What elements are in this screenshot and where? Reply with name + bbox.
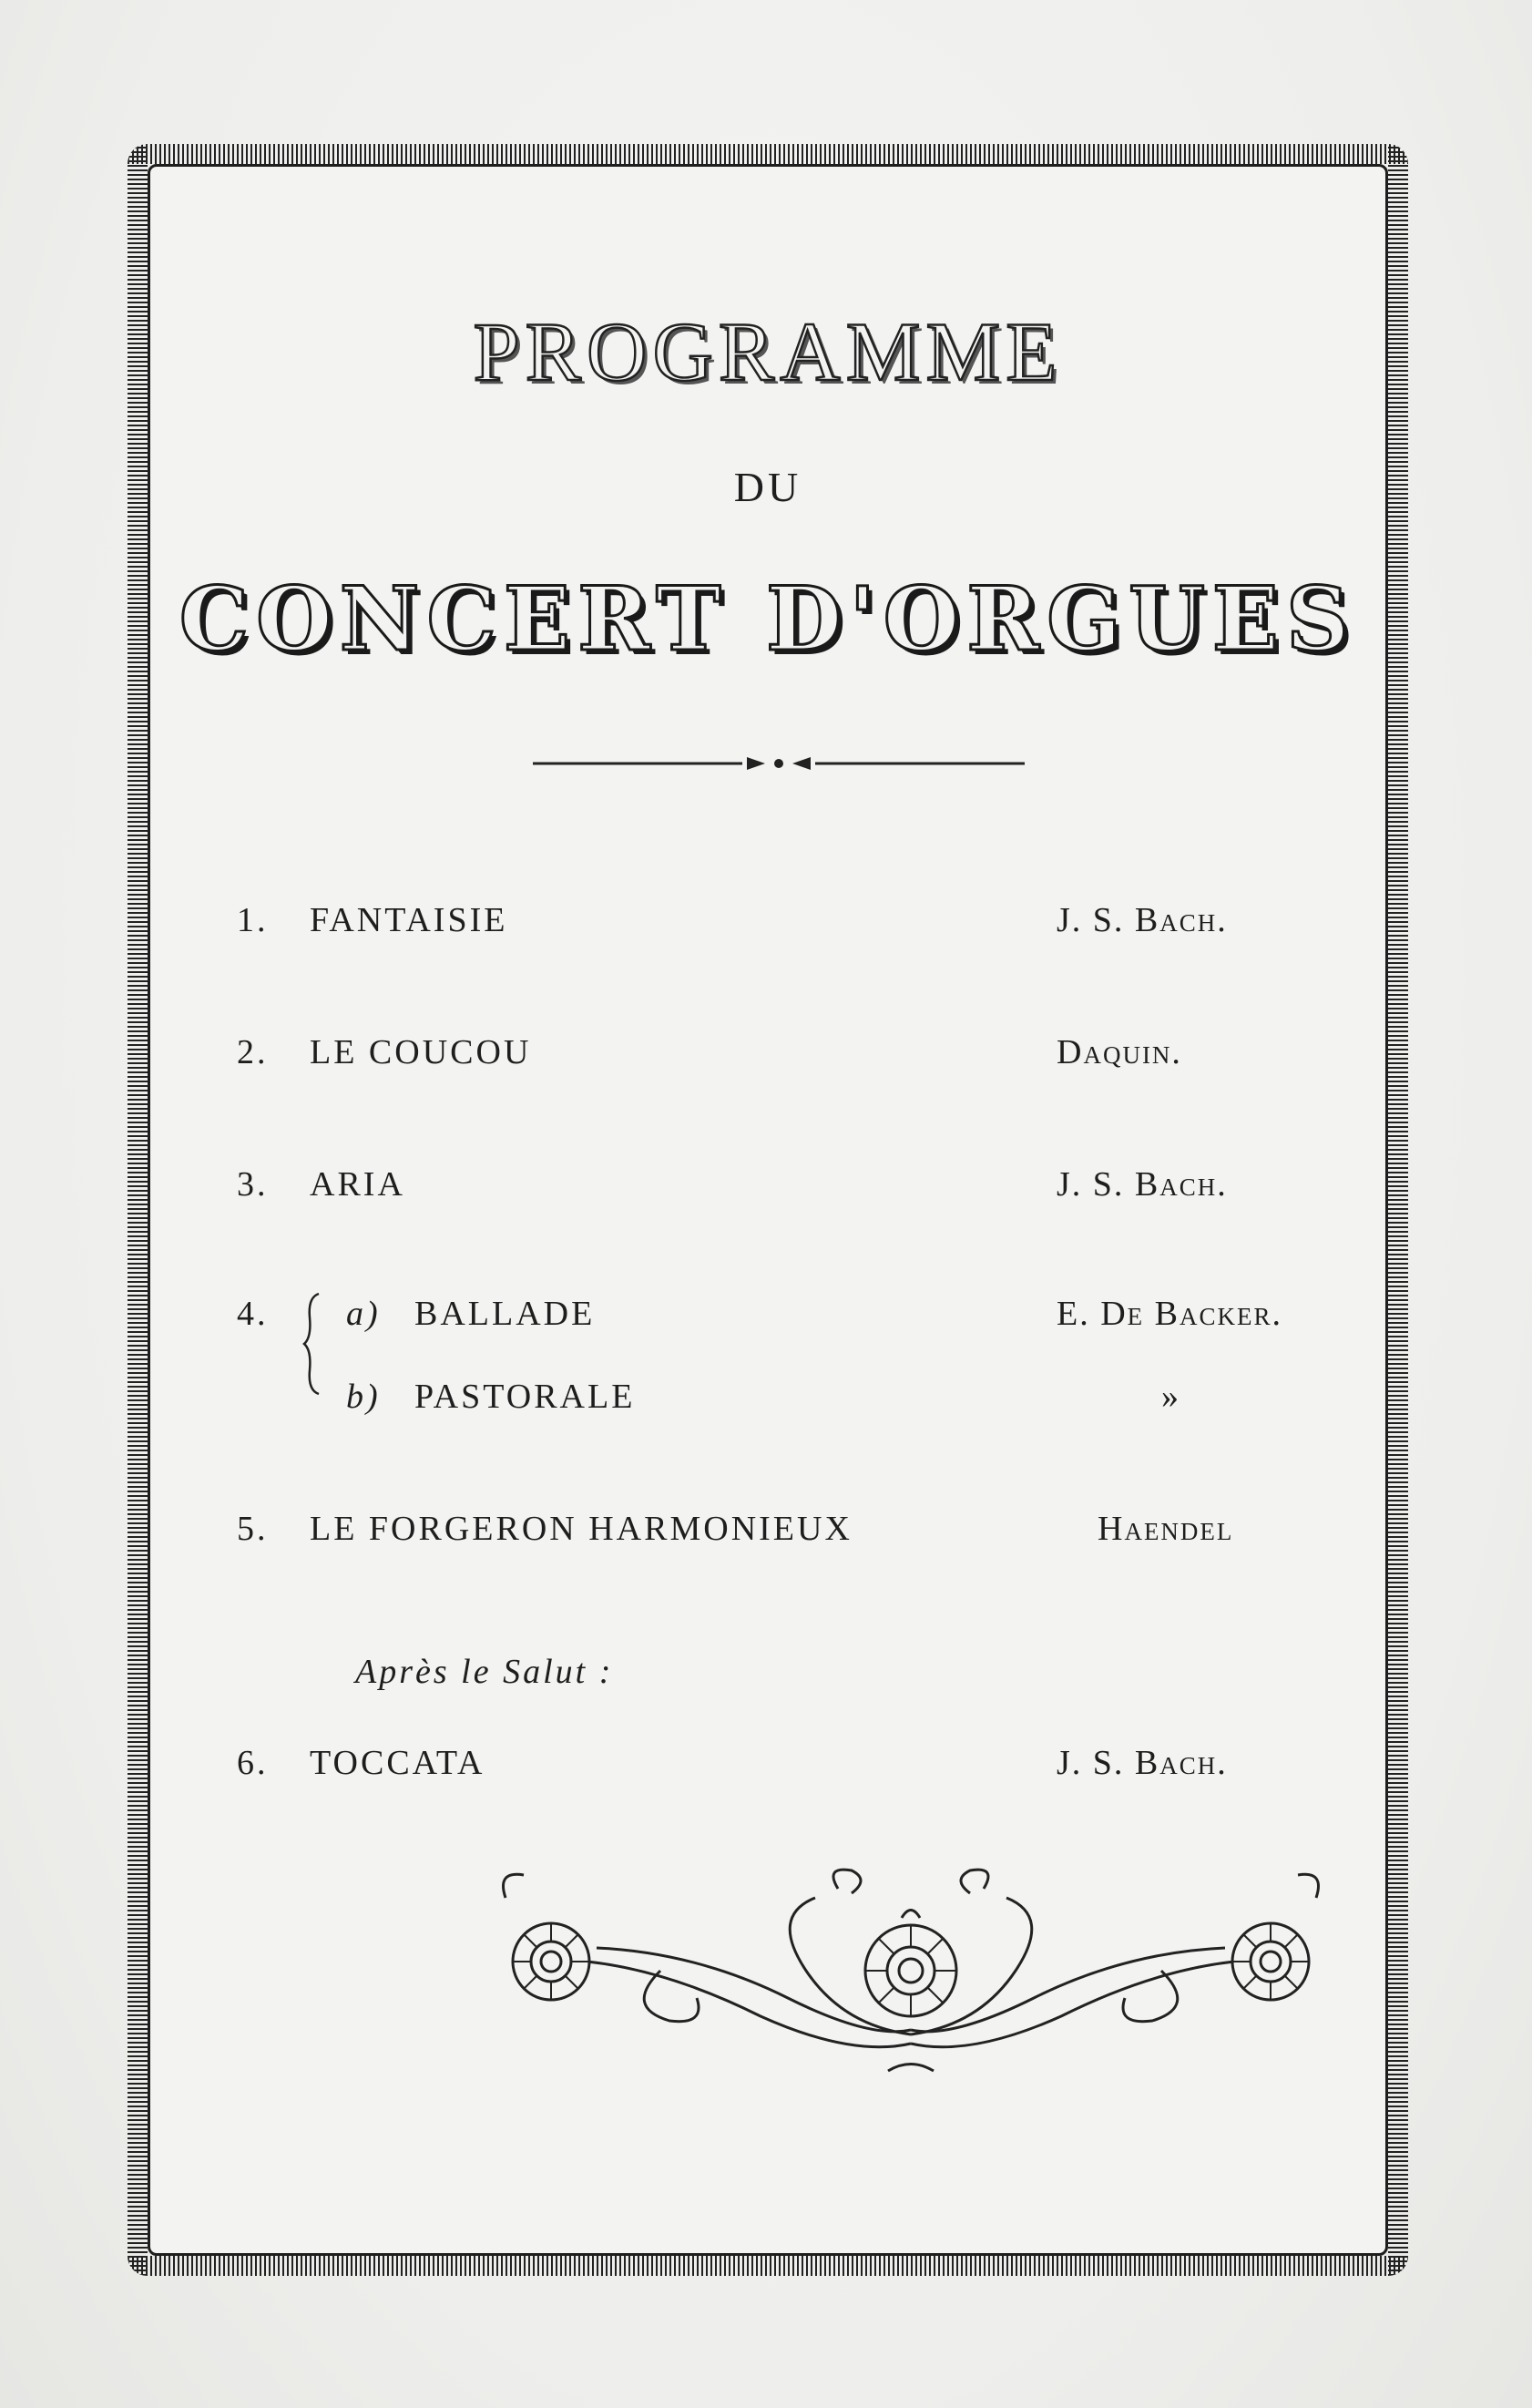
item-composer: Haendel [1098,1510,1234,1548]
item-composer: J. S. Bach. [1057,901,1228,939]
item-title: LE FORGERON HARMONIEUX [310,1510,853,1548]
divider-ornament [524,750,1034,777]
item-composer: Daquin. [1057,1033,1182,1071]
item-sub-label: a) [346,1295,381,1333]
item-composer: » [1161,1378,1180,1416]
programme-item-5 [237,1509,1303,1563]
programme-item-4b [237,1377,1303,1431]
programme-item-4a [237,1294,1303,1348]
item-title: FANTAISIE [310,901,508,939]
programme-panel [148,164,1388,2256]
programme-title: PROGRAMME [473,305,1063,398]
hatched-border-frame [128,144,1408,2276]
item-title: LE COUCOU [310,1033,532,1071]
item-title: TOCCATA [310,1744,485,1782]
item-composer: E. De Backer. [1057,1295,1282,1333]
item-sub-label: b) [346,1378,381,1416]
item-number: 6. [237,1744,269,1782]
concert-title: CONCERT D'ORGUES [179,568,1357,671]
item-composer: J. S. Bach. [1057,1165,1228,1204]
item-number: 3. [237,1165,269,1204]
item-number: 2. [237,1033,269,1071]
item-title: BALLADE [414,1295,596,1333]
programme-item-6 [237,1743,1303,1798]
item-number: 5. [237,1510,269,1548]
item-number: 1. [237,901,269,939]
programme-item-3 [237,1164,1303,1219]
du-subtitle: DU [733,464,802,510]
programme-item-2 [237,1032,1303,1087]
item-title: PASTORALE [414,1378,636,1416]
item-composer: J. S. Bach. [1057,1744,1228,1782]
floral-ornament-icon [487,1861,1334,2080]
item-title: ARIA [310,1165,405,1204]
item-number: 4. [237,1295,269,1333]
apres-salut-note: Après le Salut : [355,1653,614,1691]
programme-item-1 [237,900,1303,955]
